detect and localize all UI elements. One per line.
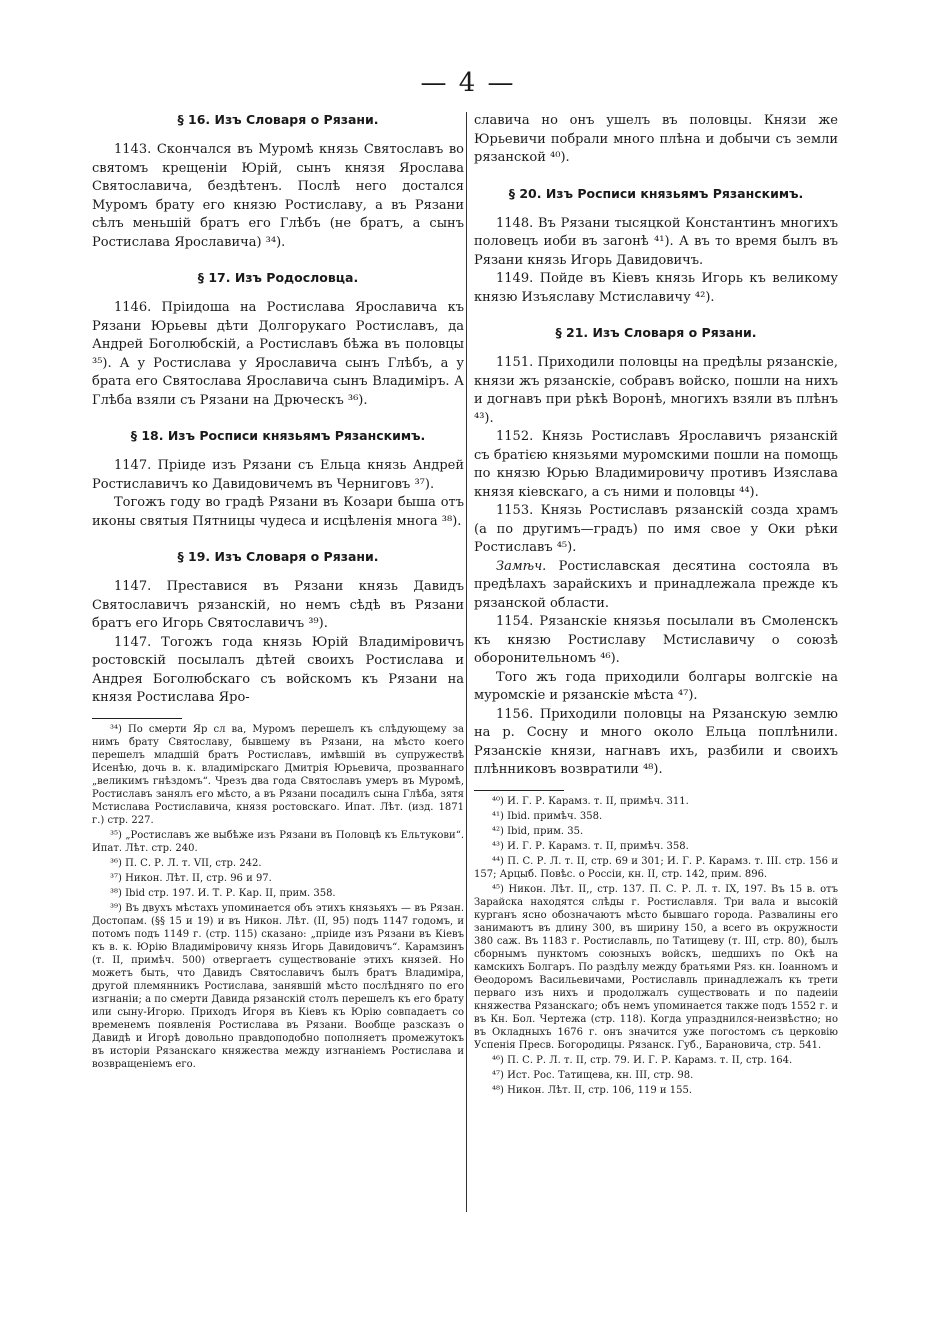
section-17-text: 1146. Пріидоша на Ростислава Ярославича къ Рязани Юрьевы дѣти Долгорукаго Ростиславъ, да Андрей Боголюбскій, а Ростиславъ бѣжа въ половцы ³⁵). А у Ростислава у Ярославича сынъ Глѣбъ, а у брата его Святослава Ярославича сынъ Владиміръ. А Глѣба взяли съ Рязани на Дрюческъ ³⁶). (92, 300, 464, 408)
continued-text: славича но онъ ушелъ въ половцы. Князи же Юрьевичи побрали много плѣна и добычи съ земли рязанской ⁴⁰). (474, 113, 838, 165)
footnote-37: ³⁷) Никон. Лѣт. II, стр. 96 и 97. (110, 872, 272, 884)
remark-label: Замѣч. (496, 558, 547, 574)
footnote-42: ⁴²) Ibid, прим. 35. (492, 825, 584, 837)
section-16-heading: § 16. Изъ Словаря о Рязани. (177, 112, 379, 127)
footnote-39: ³⁹) Въ двухъ мѣстахъ упоминается объ этихъ князьяхъ — въ Рязан. Достопам. (§§ 15 и 19) и въ Никон. Лѣт. (II, 95) подъ 1147 годомъ, и потомъ подъ 1149 г. (стр. 115) сказано: „пріиде изъ Рязани въ Кіевъ къ в. к. Юрію Владиміровичу князь Игорь Давидовичъ“. Карамзинъ (т. II, примѣч. 500) отвергаетъ существованіе этихъ князей. Но можетъ быть, что Давидъ Святославичъ былъ братъ Владиміра, другой племянникъ Ростислава, занявшій мѣсто послѣдняго по его изгнаніи; а по смерти Давида рязанскій столъ перешелъ къ его брату или сыну-Игорю. Приходъ Игоря въ Кіевъ къ Юрію совпадаетъ со временемъ появленія Ростислава въ Рязани. Вообще разсказъ о Давидѣ и Игорѣ довольно правдоподобно пополняетъ промежутокъ въ исторіи Рязанскаго княжества между изгнаніемъ Ростислава и возвращеніемъ его. (92, 902, 464, 1070)
page-number: — 4 — (420, 68, 516, 98)
footnote-47: ⁴⁷) Ист. Рос. Татищева, кн. III, стр. 98. (492, 1069, 694, 1081)
footnote-43: ⁴³) И. Г. Р. Карамз. т. II, примѣч. 358. (492, 840, 689, 852)
footnote-38: ³⁸) Ibid стр. 197. И. Т. Р. Кар. II, прим. 358. (110, 887, 336, 899)
section-19-heading: § 19. Изъ Словаря о Рязани. (177, 549, 379, 564)
column-divider (466, 112, 467, 1212)
section-20-text-1: 1148. Въ Рязани тысяцкой Константинъ многихъ половецъ иоби въ загонѣ ⁴¹). А въ то время былъ въ Рязани князь Игорь Давидовичъ. (474, 215, 838, 268)
footnote-36: ³⁶) П. С. Р. Л. т. VII, стр. 242. (110, 857, 262, 869)
section-17-heading: § 17. Изъ Родословца. (197, 270, 359, 285)
footnote-40: ⁴⁰) И. Г. Р. Карамз. т. II, примѣч. 311. (492, 795, 689, 807)
right-column (474, 112, 838, 1099)
section-18-heading: § 18. Изъ Росписи князьямъ Рязанскимъ. (130, 428, 426, 443)
section-21-text-2: 1152. Князь Ростиславъ Ярославичъ рязанскій съ братією князьями муромскими пошли на помощь по князю Юрью Владимировичу противъ Изяслава князя кіевскаго, а съ ними и половцы ⁴⁴). (474, 429, 838, 500)
section-19-text-2: 1147. Тогожъ года князь Юрій Владиміровичъ ростовскій посылалъ дѣтей своихъ Ростислава и Андрея Боголюбскаго съ войскомъ къ Рязани на князя Ростислава Яро- (92, 634, 464, 705)
section-18-text-1: 1147. Пріиде изъ Рязани съ Ельца князь Андрей Ростиславичъ ко Давидовичемъ въ Черниговъ ³⁷). (92, 458, 464, 492)
section-16-text: 1143. Скончался въ Муромѣ князь Святославъ во святомъ крещеніи Юрій, сынъ князя Ярослава Святославича, бездѣтенъ. Послѣ него достался Муромъ брату его князю Ростиславу, а въ Рязани сѣлъ меньшій братъ его Глѣбъ (не братъ, а сынъ Ростислава Ярославича) ³⁴). (92, 142, 464, 250)
section-21-text-7: 1156. Приходили половцы на Рязанскую землю на р. Сосну и много около Ельца поплѣнили. Рязанскіе князи, нагнавъ ихъ, разбили и своихъ плѣнниковъ возвратили ⁴⁸). (474, 706, 838, 777)
section-20-heading: § 20. Изъ Росписи князьямъ Рязанскимъ. (508, 185, 804, 201)
section-21-text-6: Того жъ года приходили болгары волгскіе на муромскіе и рязанскіе мѣста ⁴⁷). (474, 669, 838, 703)
section-21-text-3: 1153. Князь Ростиславъ рязанскій созда храмъ (а по другимъ—градъ) по имя свое у Оки рѣки Ростиславъ ⁴⁵). (474, 503, 838, 555)
section-21-text-5: 1154. Рязанскіе князья посылали въ Смоленскъ къ князю Ростиславу Мстиславичу о союзѣ оборонительномъ ⁴⁶). (474, 614, 838, 666)
section-19-text-1: 1147. Преставися въ Рязани князь Давидъ Святославичъ рязанскій, но немъ сѣдѣ въ Рязани братъ его Игорь Святославичъ ³⁹). (92, 579, 464, 631)
remark-text: Ростиславская десятина состояла въ предѣлахъ зарайскихъ и принадлежала прежде къ рязанской области. (474, 558, 838, 611)
section-21-heading: § 21. Изъ Словаря о Рязани. (555, 325, 757, 340)
left-column (92, 112, 464, 1073)
footnote-35: ³⁵) „Ростиславъ же выбѣже изъ Рязани въ Половцѣ къ Ельтукови“. Ипат. Лѣт. стр. 240. (92, 829, 464, 854)
section-21-text-1: 1151. Приходили половцы на предѣлы рязанскіе, князи жъ рязанскіе, собравъ войско, пошли на нихъ и догнавъ при рѣкѣ Воронѣ, многихъ взяли въ плѣнъ ⁴³). (474, 355, 838, 426)
section-18-text-2: Тогожъ году во градѣ Рязани въ Козари быша отъ иконы святыя Пятницы чудеса и исцѣленія многа ³⁸). (92, 495, 464, 529)
section-21-text-4 (474, 558, 838, 614)
footnote-41: ⁴¹) Ibid. примѣч. 358. (492, 810, 603, 822)
footnote-rule (92, 718, 182, 719)
footnote-48: ⁴⁸) Никон. Лѣт. II, стр. 106, 119 и 155. (492, 1084, 693, 1096)
footnote-34: ³⁴) По смерти Яр сл ва, Муромъ перешелъ къ слѣдующему за нимъ брату Святославу, бывшему въ Рязани, на мѣсто коего перешелъ младшій братъ Ростиславъ, имѣвшій въ супружествѣ Исенѣю, дочь в. к. владимірскаго Дмитрія Юрьевича, прозваннаго „великимъ гнѣздомъ“. Чрезъ два года Святославъ умеръ въ Муромѣ, Ростиславъ занялъ его мѣсто, а въ Рязани посадилъ сына Глѣба, зятя Мстислава Ростиславича, князя ростовскаго. Ипат. Лѣт. (изд. 1871 г.) стр. 227. (92, 723, 464, 826)
section-20-text-2: 1149. Пойде въ Кіевъ князь Игорь къ великому князю Изъяславу Мстиславичу ⁴²). (474, 271, 838, 305)
footnote-45: ⁴⁵) Никон. Лѣт. II,, стр. 137. П. С. Р. Л. т. IX, 197. Въ 15 в. отъ Зарайска находятся слѣды г. Ростиславля. Три вала и высокій курганъ ясно обозначаютъ мѣсто бывшаго города. Развалины его занимаютъ въ длину 300, въ ширину 150, а всего въ окружности 380 саж. Въ 1183 г. Ростиславль, по Татищеву (т. III, стр. 80), былъ сборнымъ пунктомъ союзныхъ войскъ, шедшихъ по Окѣ на камскихъ Болгаръ. По раздѣлу между братьями Ряз. кн. Іоанномъ и Ѳеодоромъ Васильевичами, Ростиславль принадлежалъ къ трети перваго изъ нихъ и продолжалъ существовать и по падеиіи княжества Рязанскаго; объ немъ упоминается также подъ 1552 г. и въ Кн. Бол. Чертежа (стр. 118). Когда упразднился-неизвѣстно; но въ Окладныхъ 1676 г. онъ значится уже погостомъ съ церковію Успенія Пресв. Богородицы. Рязанск. Губ., Барановича, стр. 541. (474, 883, 838, 1051)
footnote-rule (474, 790, 564, 791)
footnote-44: ⁴⁴) П. С. Р. Л. т. II, стр. 69 и 301; И. Г. Р. Карамз. т. III. стр. 156 и 157; Арцыб. Повѣс. о Россіи, кн. II, стр. 142, прим. 896. (474, 855, 838, 880)
footnote-46: ⁴⁶) П. С. Р. Л. т. II, стр. 79. И. Г. Р. Карамз. т. II, стр. 164. (492, 1054, 793, 1066)
